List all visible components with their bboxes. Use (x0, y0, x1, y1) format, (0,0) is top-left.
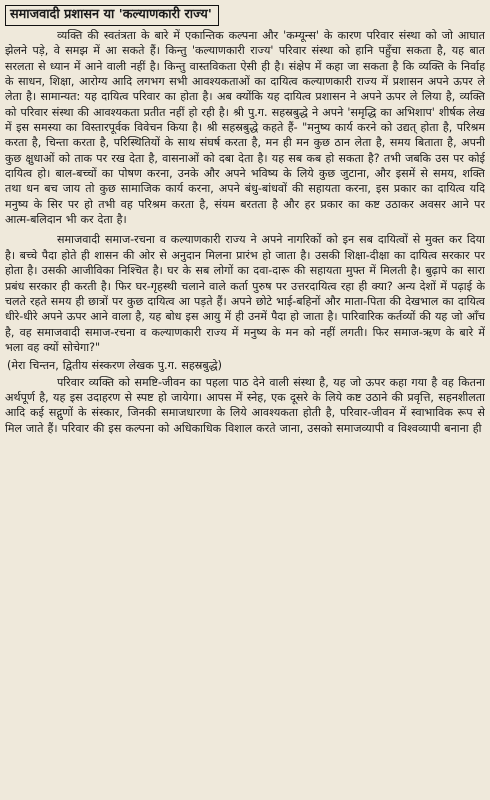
paragraph-2: समाजवादी समाज-रचना व कल्याणकारी राज्य ने अपने नागरिकों को इन सब दायित्वों से मुक्त कर दिया है। बच्चे पैदा होते ही शासन की ओर से अनुदान मिलना प्रारंभ हो जाता है। उसकी शिक्षा-दीक्षा का दायित्व सरकार पर होता है। उसकी आजीविका निश्चित है। घर के सब लोगों का दवा-दारू की सहायता मुफ्त में मिलती है। बुढ़ापे का सारा प्रबंध सरकार ही करती है। फिर घर-गृहस्थी चलाने वाले कर्ता पुरुष पर उत्तरदायित्व रहा ही क्या? अन्य देशों में पढ़ाई के चलते रहते समय ही छात्रों पर कुछ दायित्व आ पड़ते हैं। अपने छोटे भाई-बहिनों और माता-पिता की देखभाल का दायित्व धीरे-धीरे अपने ऊपर आने वाला है, यह बोध इस आयु में ही उनमें पैदा हो जाता है। पारिवारिक कर्तव्यों की यह जो आँच है, वह समाजवादी समाज-रचना व कल्याणकारी राज्य में मनुष्य के मन को नहीं लगती। फिर समाज-ऋण के बारे में भला वह क्यों सोचेगा?" (5, 233, 485, 354)
citation: (मेरा चिन्तन, द्वितीय संस्करण लेखक पु.ग. सहस्रबुद्धे) (7, 359, 222, 373)
document-page (5, 3, 485, 800)
paragraph-3: परिवार व्यक्ति को समष्टि-जीवन का पहला पाठ देने वाली संस्था है, यह जो ऊपर कहा गया है वह कितना अर्थपूर्ण है, यह इस उदाहरण से स्पष्ट हो जायेगा। आपस में स्नेह, एक दूसरे के लिये कष्ट उठाने की प्रवृत्ति, सहनशीलता आदि कई सद्गुणों के संस्कार, जिनकी समाजधारणा के लिये आवश्यकता होती है, परिवार-जीवन में स्वाभाविक रूप से मिल जाते हैं। परिवार की इस कल्पना को अधिकाधिक विशाल करते जाना, उसको समाजव्यापी व विश्वव्यापी बनाना ही (5, 375, 485, 435)
paragraph-1: व्यक्ति की स्वतंत्रता के बारे में एकान्तिक कल्पना और 'कम्यून्स' के कारण परिवार संस्था को जो आघात झेलने पड़े, वे समझ में आ सकते हैं। किन्तु 'कल्याणकारी राज्य' परिवार संस्था को हानि पहुँचा सकता है, यह बात सरलता से ध्यान में आने वाली नहीं है। किन्तु वास्तविकता ऐसी ही है। संक्षेप में कहा जा सकता है कि व्यक्ति के निर्वाह के साधन, शिक्षा, आरोग्य आदि लगभग सभी आवश्यकताओं का दायित्व कल्याणकारी राज्य में प्रशासन अपने ऊपर ले लेता है। सामान्यत: यह दायित्व परिवार का होता है। अब क्योंकि यह दायित्व प्रशासन ने अपने ऊपर ले लिया है, व्यक्ति को परिवार संस्था की आवश्यकता प्रतीत नहीं हो रही है। श्री पु.ग. सहस्रबुद्धे ने अपने 'समृद्धि का अभिशाप' शीर्षक लेख में इस समस्या का विस्तारपूर्वक विवेचन किया है। श्री सहस्रबुद्धे कहते हैं- "मनुष्य कार्य करने को उद्यत् होता है, परिश्रम करता है, चिन्ता करता है, परिस्थितियों के साथ संघर्ष करता है, मन ही मन कुछ ठान लेता है, समय बिताता है, अपनी कुछ क्षुधाओं को ताक पर रख देता है, वासनाओं को दबा देता है। यह सब कब हो सकता है? तभी जबकि उस पर कोई दायित्व हो। बाल-बच्चों का पोषण करना, उनके और अपने भविष्य के लिये कुछ जुटाना, और इसमें से समय, शक्ति तथा धन बच जाय तो कुछ सामाजिक कार्य करना, अपने बंधु-बांधवों की सहायता करना, इस प्रकार का दायित्व यदि मनुष्य के सिर पर हो तभी वह परिश्रम करता है, संयम बरतता है और हर प्रकार का कष्ट उठाकर अवसर आने पर आत्म-बलिदान भी कर देता है। (5, 29, 485, 227)
section-heading: समाजवादी प्रशासन या 'कल्याणकारी राज्य' (5, 5, 219, 26)
